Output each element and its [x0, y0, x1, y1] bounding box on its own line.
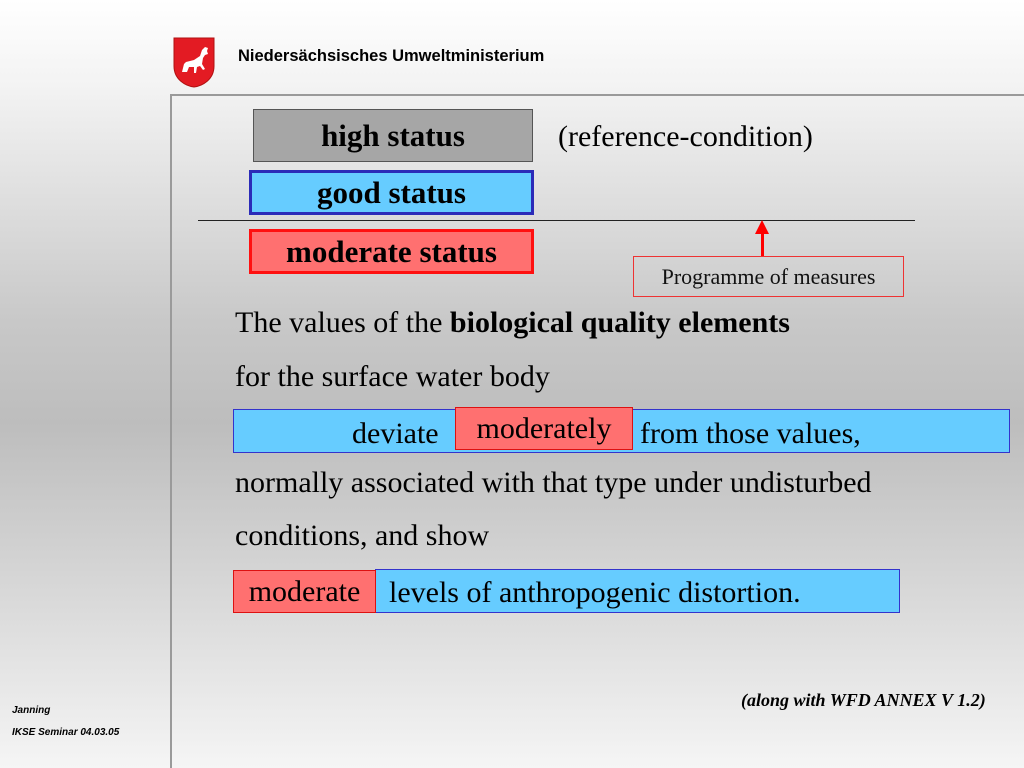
footer-author: Janning [12, 705, 51, 716]
footer-seminar: IKSE Seminar 04.03.05 [12, 727, 120, 738]
deviate-word: deviate [352, 417, 439, 450]
moderate-status-box: moderate status [249, 229, 534, 274]
text-line-1-bold: biological quality elements [449, 306, 790, 339]
moderately-highlight: moderately [455, 407, 633, 450]
high-status-box: high status [253, 109, 533, 162]
horse-icon [172, 36, 216, 88]
up-arrow-shaft [761, 232, 764, 256]
annex-reference: (along with WFD ANNEX V 1.2) [741, 690, 986, 710]
programme-of-measures-box: Programme of measures [633, 256, 904, 297]
text-line-2: for the surface water body [235, 360, 550, 393]
reference-condition-label: (reference-condition) [558, 120, 813, 153]
sidebar-divider [170, 94, 172, 768]
moderate-highlight: moderate [233, 570, 376, 613]
ministry-name: Niedersächsisches Umweltministerium [238, 47, 545, 65]
header-divider [171, 94, 1024, 96]
status-boundary-line [198, 220, 915, 221]
text-line-4: normally associated with that type under undisturbed [235, 466, 872, 499]
good-status-box: good status [249, 170, 534, 215]
from-those-values-text: from those values, [640, 417, 861, 450]
coat-of-arms-logo [172, 36, 216, 88]
text-line-1 [235, 306, 790, 340]
levels-text: levels of anthropogenic distortion. [389, 576, 801, 609]
text-line-5: conditions, and show [235, 519, 490, 552]
text-line-1-plain: The values of the [235, 306, 450, 339]
